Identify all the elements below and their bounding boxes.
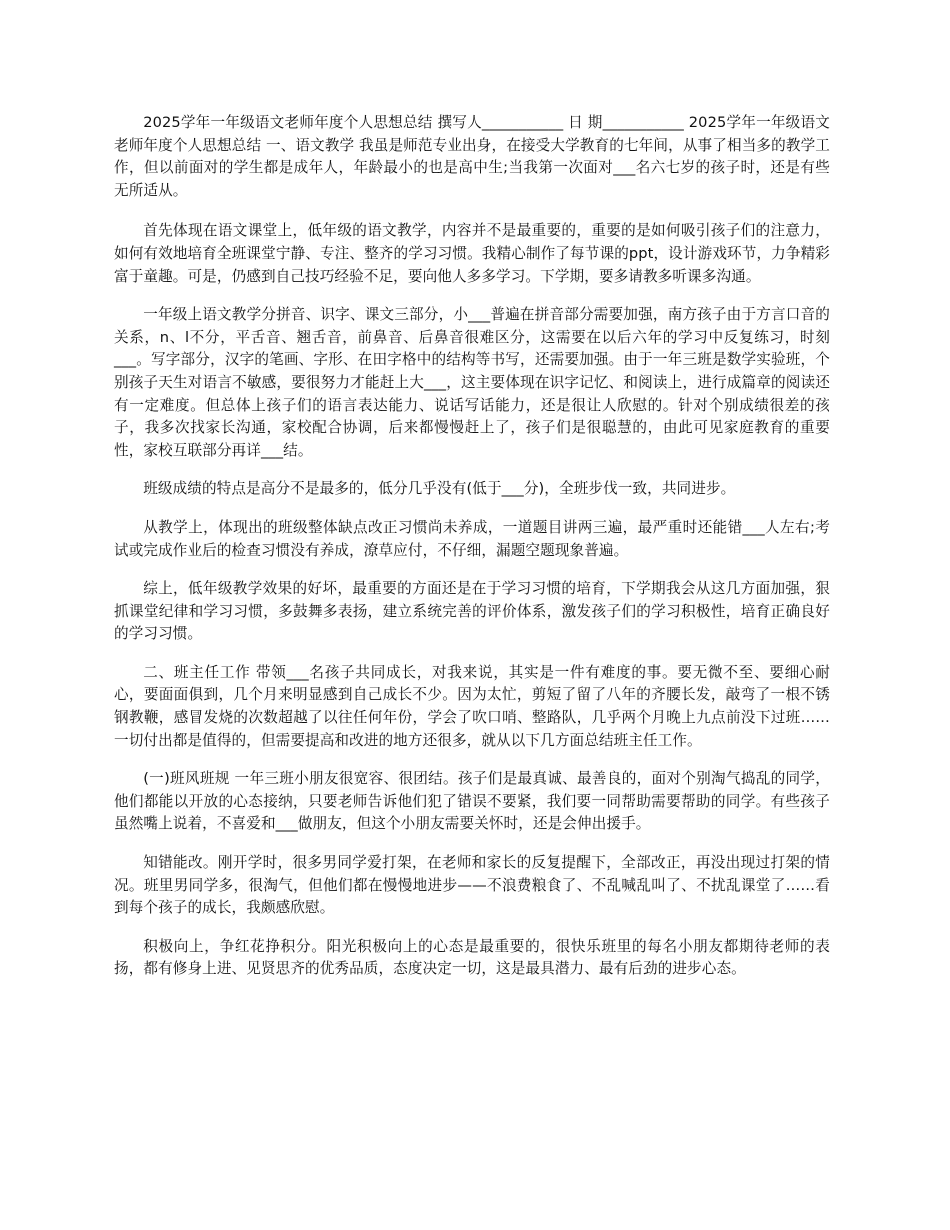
paragraph-class-style: (一)班风班规 一年三班小朋友很宽容、很团结。孩子们是最真诚、最善良的，面对个别淘气捣乱的同学，他们都能以开放的心态接纳，只要老师告诉他们犯了错误不要紧，我们要一同帮助需要帮助的同学。有些孩子虽然嘴上说着，不喜爱和___做朋友，但这个小朋友需要关怀时，还是会伸出援手。 (114, 770, 830, 833)
paragraph-classroom: 首先体现在语文课堂上，低年级的语文教学，内容并不是最重要的，重要的是如何吸引孩子们的注意力，如何有效地培育全班课堂宁静、专注、整齐的学习习惯。我精心制作了每节课的ppt，设计游戏环节，力争精彩富于童趣。可是，仍感到自己技巧经验不足，要向他人多多学习。下学期，要多请教多听课多沟通。 (114, 222, 830, 285)
paragraph-head-teacher: 二、班主任工作 带领___名孩子共同成长，对我来说，其实是一件有难度的事。要无微不至、要细心耐心，要面面俱到，几个月来明显感到自己成长不少。因为太忙，剪短了留了八年的齐腰长发，敲弯了一根不锈钢教鞭，感冒发烧的次数超越了以往任何年份，学会了吹口哨、整路队，几乎两个月晚上九点前没下过班……一切付出都是值得的，但需要提高和改进的地方还很多，就从以下几方面总结班主任工作。 (114, 663, 830, 749)
paragraph-intro: 2025学年一年级语文老师年度个人思想总结 撰写人___________ 日 期___________ 2025学年一年级语文老师年度个人思想总结 一、语文教学 我虽是师范专业出身，在接受大学教育的七年间，从事了相当多的教学工作，但以前面对的学生都是成年人，年龄最小的也是高中生;当我第一次面对___名六七岁的孩子时，还是有些无所适从。 (114, 114, 830, 199)
paragraph-summary: 综上，低年级教学效果的好坏，最重要的方面还是在于学习习惯的培育，下学期我会从这几方面加强，狠抓课堂纪律和学习习惯，多鼓舞多表扬，建立系统完善的评价体系，激发孩子们的学习积极性，培育正确良好的学习习惯。 (114, 580, 830, 643)
document-body (114, 112, 830, 997)
paragraph-grades: 班级成绩的特点是高分不是最多的，低分几乎没有(低于___分)，全班步伐一致，共同进步。 (143, 480, 736, 498)
paragraph-correct-mistakes: 知错能改。刚开学时，很多男同学爱打架，在老师和家长的反复提醒下，全部改正，再没出现过打架的情况。班里男同学多，很淘气，但他们都在慢慢地进步——不浪费粮食了、不乱喊乱叫了、不扰乱课堂了……看到每个孩子的成长，我颇感欣慰。 (114, 854, 830, 917)
paragraph-teaching-parts: 一年级上语文教学分拼音、识字、课文三部分，小___普遍在拼音部分需要加强，南方孩子由于方言口音的关系，n、l不分，平舌音、翘舌音，前鼻音、后鼻音很难区分，这需要在以后六年的学习中反复练习，时刻___。写字部分，汉字的笔画、字形、在田字格中的结构等书写，还需要加强。由于一年三班是数学实验班，个别孩子天生对语言不敏感，要很努力才能赶上大___，这主要体现在识字记忆、和阅读上，进行成篇章的阅读还有一定难度。但总体上孩子们的语言表达能力、说话写话能力，还是很让人欣慰的。针对个别成绩很差的孩子，我多次找家长沟通，家校配合协调，后来都慢慢赶上了，孩子们是很聪慧的，由此可见家庭教育的重要性，家校互联部分再详___结。 (114, 306, 830, 459)
paragraph-shortcomings: 从教学上，体现出的班级整体缺点改正习惯尚未养成，一道题目讲两三遍，最严重时还能错___人左右;考试或完成作业后的检查习惯没有养成，潦草应付，不仔细，漏题空题现象普遍。 (114, 518, 830, 559)
paragraph-positive-attitude: 积极向上，争红花挣积分。阳光积极向上的心态是最重要的，很快乐班里的每名小朋友都期待老师的表扬，都有修身上进、见贤思齐的优秀品质，态度决定一切，这是最具潜力、最有后劲的进步心态。 (114, 937, 830, 978)
